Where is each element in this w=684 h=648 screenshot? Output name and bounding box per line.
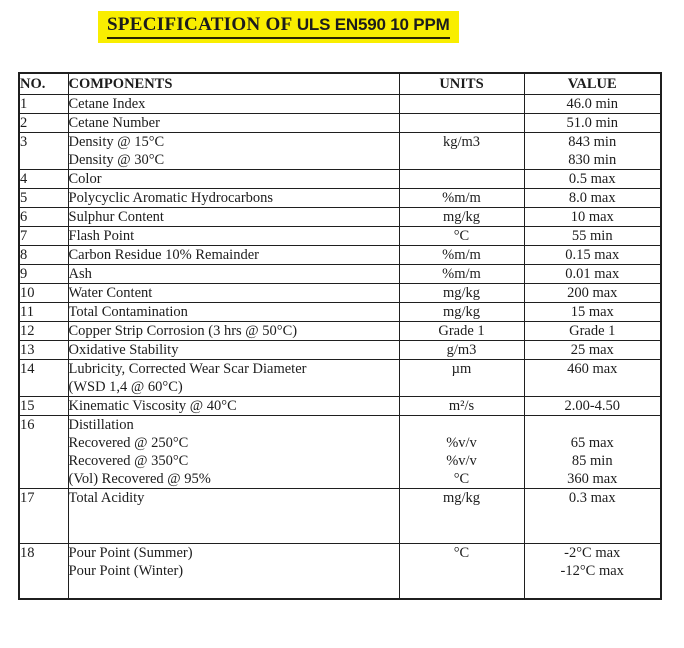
header-no: NO. [19, 73, 68, 95]
component-cell [68, 227, 399, 246]
cell-line: Grade 1 [569, 323, 616, 339]
cell-line: %v/v [446, 435, 477, 451]
cell-line [69, 525, 399, 543]
header-value: VALUE [524, 73, 661, 95]
cell-line: 1 [20, 96, 28, 112]
cell-line: Kinematic Viscosity @ 40°C [68, 398, 237, 414]
value-cell [524, 360, 661, 397]
row-number-cell [19, 95, 68, 114]
page-title [98, 11, 459, 43]
value-cell [524, 322, 661, 341]
cell-line: Sulphur Content [68, 209, 164, 225]
cell-line: mg/kg [442, 285, 481, 301]
component-cell [68, 341, 399, 360]
table-row [19, 284, 661, 303]
cell-line: 46.0 min [566, 96, 619, 112]
cell-line: (Vol) Recovered @ 95% [68, 471, 211, 487]
cell-line: 7 [20, 228, 28, 244]
units-cell [399, 544, 524, 600]
table-row [19, 341, 661, 360]
units-cell [399, 114, 524, 133]
value-cell [524, 170, 661, 189]
cell-line: 4 [20, 171, 28, 187]
units-cell [399, 208, 524, 227]
cell-line: 0.15 max [565, 247, 620, 263]
value-cell [524, 114, 661, 133]
value-cell [524, 95, 661, 114]
row-number-cell [19, 284, 68, 303]
component-cell [68, 208, 399, 227]
cell-line [400, 95, 524, 113]
units-cell [399, 489, 524, 544]
cell-line: 6 [20, 209, 28, 225]
header-components: COMPONENTS [68, 73, 399, 95]
cell-line: 51.0 min [566, 115, 619, 131]
units-cell [399, 341, 524, 360]
component-cell [68, 544, 399, 600]
cell-line: 85 min [571, 453, 613, 469]
table-row [19, 303, 661, 322]
page-title-text [107, 14, 450, 39]
units-cell [399, 303, 524, 322]
cell-line: (WSD 1,4 @ 60°C) [68, 379, 183, 395]
cell-line: 14 [20, 361, 35, 377]
cell-line: 8.0 max [568, 190, 616, 206]
header-units: UNITS [399, 73, 524, 95]
row-number-cell [19, 544, 68, 600]
cell-line [400, 170, 524, 188]
cell-line: Pour Point (Winter) [68, 563, 184, 579]
cell-line: g/m3 [446, 342, 477, 358]
component-cell [68, 322, 399, 341]
cell-line: mg/kg [442, 490, 481, 506]
component-cell [68, 303, 399, 322]
cell-line: Grade 1 [438, 323, 485, 339]
table-row [19, 397, 661, 416]
component-cell [68, 95, 399, 114]
component-cell [68, 246, 399, 265]
cell-line: 5 [20, 190, 28, 206]
table-row [19, 227, 661, 246]
cell-line: Ash [68, 266, 92, 282]
cell-line: 18 [20, 545, 35, 561]
cell-line: 0.3 max [568, 490, 616, 506]
value-cell [524, 397, 661, 416]
cell-line: 11 [20, 304, 34, 320]
row-number-cell [19, 227, 68, 246]
cell-line: 843 min [568, 134, 617, 150]
cell-line: Density @ 30°C [68, 152, 165, 168]
cell-line: 65 max [570, 435, 614, 451]
units-cell [399, 95, 524, 114]
cell-line: %m/m [442, 190, 481, 206]
value-cell [524, 227, 661, 246]
component-cell [68, 397, 399, 416]
component-cell [68, 489, 399, 544]
cell-line: 10 [20, 285, 35, 301]
cell-line: kg/m3 [442, 134, 481, 150]
specification-table [18, 72, 662, 600]
table-row [19, 360, 661, 397]
table-row [19, 170, 661, 189]
cell-line: 15 [20, 398, 35, 414]
cell-line: Cetane Index [68, 96, 146, 112]
cell-line: 9 [20, 266, 28, 282]
cell-line: 12 [20, 323, 35, 339]
value-cell [524, 284, 661, 303]
units-cell [399, 227, 524, 246]
row-number-cell [19, 133, 68, 170]
cell-line: Oxidative Stability [68, 342, 179, 358]
units-cell [399, 360, 524, 397]
cell-line: 460 max [567, 361, 618, 377]
cell-line: m²/s [448, 398, 475, 414]
table-row [19, 246, 661, 265]
cell-line: Distillation [68, 417, 134, 433]
units-cell [399, 133, 524, 170]
table-row [19, 133, 661, 170]
component-cell [68, 133, 399, 170]
table-header-row [19, 73, 661, 95]
cell-line [400, 114, 524, 132]
table-row [19, 114, 661, 133]
table-row [19, 189, 661, 208]
table-row [19, 265, 661, 284]
cell-line: 360 max [567, 471, 618, 487]
table-row [19, 489, 661, 544]
cell-line: 0.5 max [568, 171, 616, 187]
cell-line: Polycyclic Aromatic Hydrocarbons [68, 190, 274, 206]
cell-line: Total Contamination [68, 304, 188, 320]
row-number-cell [19, 303, 68, 322]
cell-line: 830 min [568, 152, 617, 168]
value-cell [524, 544, 661, 600]
cell-line: Copper Strip Corrosion (3 hrs @ 50°C) [68, 323, 298, 339]
table-row [19, 208, 661, 227]
units-cell [399, 416, 524, 489]
cell-line: mg/kg [442, 304, 481, 320]
cell-line: °C [453, 471, 470, 487]
value-cell [524, 303, 661, 322]
table-body [19, 95, 661, 600]
cell-line: 15 max [570, 304, 614, 320]
row-number-cell [19, 265, 68, 284]
row-number-cell [19, 416, 68, 489]
cell-line: °C [453, 228, 470, 244]
page-title-serif-part: SPECIFICATION OF [107, 14, 297, 35]
cell-line: Water Content [68, 285, 153, 301]
row-number-cell [19, 322, 68, 341]
row-number-cell [19, 246, 68, 265]
cell-line: Pour Point (Summer) [68, 545, 193, 561]
value-cell [524, 208, 661, 227]
row-number-cell [19, 397, 68, 416]
cell-line [69, 507, 399, 525]
row-number-cell [19, 170, 68, 189]
table-row [19, 544, 661, 600]
cell-line [525, 416, 661, 434]
page-title-sans-part: ULS EN590 10 PPM [296, 15, 450, 34]
component-cell [68, 265, 399, 284]
cell-line: 0.01 max [565, 266, 620, 282]
table-row [19, 95, 661, 114]
cell-line [400, 416, 524, 434]
value-cell [524, 416, 661, 489]
cell-line: 13 [20, 342, 35, 358]
table-row [19, 416, 661, 489]
units-cell [399, 170, 524, 189]
cell-line: Lubricity, Corrected Wear Scar Diameter [68, 361, 307, 377]
component-cell [68, 416, 399, 489]
cell-line: mg/kg [442, 209, 481, 225]
value-cell [524, 265, 661, 284]
component-cell [68, 189, 399, 208]
cell-line: Cetane Number [68, 115, 160, 131]
cell-line: Density @ 15°C [68, 134, 165, 150]
units-cell [399, 284, 524, 303]
cell-line: Flash Point [68, 228, 135, 244]
cell-line: %m/m [442, 247, 481, 263]
cell-line: %m/m [442, 266, 481, 282]
cell-line: -2°C max [564, 545, 621, 561]
component-cell [68, 284, 399, 303]
row-number-cell [19, 489, 68, 544]
cell-line: 8 [20, 247, 28, 263]
cell-line: 200 max [567, 285, 618, 301]
cell-line: 17 [20, 490, 35, 506]
cell-line: °C [453, 545, 470, 561]
row-number-cell [19, 208, 68, 227]
cell-line: %v/v [446, 453, 477, 469]
units-cell [399, 265, 524, 284]
cell-line [69, 580, 399, 598]
units-cell [399, 189, 524, 208]
cell-line: -12°C max [560, 563, 624, 579]
cell-line: 55 min [571, 228, 613, 244]
table-row [19, 322, 661, 341]
cell-line: Color [68, 171, 102, 187]
units-cell [399, 246, 524, 265]
cell-line: Recovered @ 250°C [68, 435, 189, 451]
cell-line: Carbon Residue 10% Remainder [68, 247, 259, 263]
row-number-cell [19, 360, 68, 397]
value-cell [524, 489, 661, 544]
cell-line: 2.00-4.50 [564, 398, 621, 414]
cell-line: 2 [20, 115, 28, 131]
value-cell [524, 341, 661, 360]
value-cell [524, 133, 661, 170]
cell-line: 25 max [570, 342, 614, 358]
value-cell [524, 246, 661, 265]
units-cell [399, 397, 524, 416]
cell-line: Recovered @ 350°C [68, 453, 189, 469]
value-cell [524, 189, 661, 208]
cell-line: 3 [20, 134, 28, 150]
cell-line: µm [451, 361, 472, 377]
cell-line: 16 [20, 417, 35, 433]
row-number-cell [19, 341, 68, 360]
row-number-cell [19, 114, 68, 133]
cell-line: Total Acidity [68, 490, 145, 506]
component-cell [68, 170, 399, 189]
cell-line: 10 max [570, 209, 614, 225]
row-number-cell [19, 189, 68, 208]
component-cell [68, 114, 399, 133]
units-cell [399, 322, 524, 341]
component-cell [68, 360, 399, 397]
